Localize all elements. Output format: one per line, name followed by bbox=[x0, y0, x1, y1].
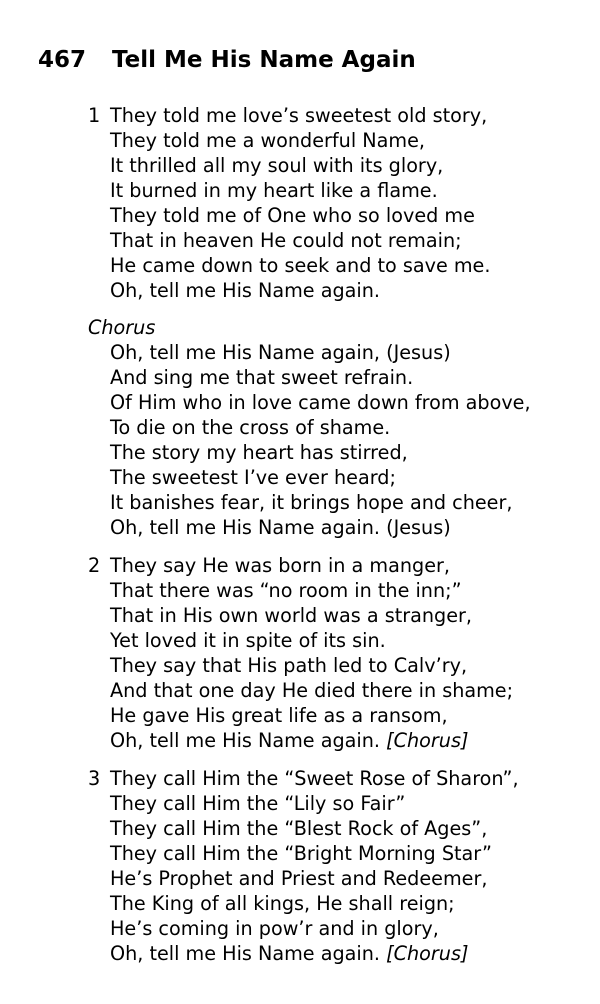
verse-line: They call Him the “Bright Morning Star” bbox=[110, 842, 492, 865]
verse-line: Oh, tell me His Name again. [Chorus] bbox=[110, 729, 469, 752]
chorus-reference: [Chorus] bbox=[386, 729, 469, 752]
hymn-title: Tell Me His Name Again bbox=[112, 47, 416, 73]
verse-number: 1 bbox=[88, 104, 101, 127]
verse-line: He came down to seek and to save me. bbox=[110, 254, 491, 277]
verse-number: 3 bbox=[88, 767, 101, 790]
chorus-label: Chorus bbox=[88, 316, 156, 339]
verse-line: 1 They told me love’s sweetest old story, bbox=[88, 104, 488, 127]
verse-1 bbox=[88, 103, 490, 303]
verse-line: He’s coming in pow’r and in glory, bbox=[110, 917, 439, 940]
verse-3 bbox=[88, 766, 519, 966]
verse-line: It thrilled all my soul with its glory, bbox=[110, 154, 444, 177]
chorus bbox=[88, 315, 531, 540]
hymn-number: 467 bbox=[38, 47, 87, 73]
verse-line: Oh, tell me His Name again. bbox=[110, 279, 380, 302]
chorus-line: It banishes fear, it brings hope and cheer, bbox=[110, 491, 513, 514]
verse-line: He’s Prophet and Priest and Redeemer, bbox=[110, 867, 488, 890]
verse-line: They call Him the “Blest Rock of Ages”, bbox=[110, 817, 488, 840]
verse-line: 2 They say He was born in a manger, bbox=[88, 554, 450, 577]
verse-line: That in His own world was a stranger, bbox=[110, 604, 473, 627]
verse-2 bbox=[88, 553, 513, 753]
verse-line: They told me a wonderful Name, bbox=[110, 129, 425, 152]
chorus-line: And sing me that sweet refrain. bbox=[110, 366, 414, 389]
chorus-line: The sweetest I’ve ever heard; bbox=[110, 466, 396, 489]
chorus-line: The story my heart has stirred, bbox=[110, 441, 408, 464]
chorus-line: Oh, tell me His Name again. (Jesus) bbox=[110, 516, 451, 539]
hymn-header bbox=[38, 45, 416, 75]
verse-number: 2 bbox=[88, 554, 101, 577]
verse-line: They call Him the “Lily so Fair” bbox=[110, 792, 406, 815]
verse-line: He gave His great life as a ransom, bbox=[110, 704, 448, 727]
verse-line: That in heaven He could not remain; bbox=[110, 229, 462, 252]
verse-line: They told me of One who so loved me bbox=[110, 204, 475, 227]
chorus-reference: [Chorus] bbox=[386, 942, 469, 965]
verse-line: 3 They call Him the “Sweet Rose of Sharon”, bbox=[88, 767, 519, 790]
verse-line: Oh, tell me His Name again. [Chorus] bbox=[110, 942, 469, 965]
verse-line: The King of all kings, He shall reign; bbox=[110, 892, 455, 915]
verse-line: Yet loved it in spite of its sin. bbox=[110, 629, 386, 652]
chorus-line: Of Him who in love came down from above, bbox=[110, 391, 531, 414]
verse-line: And that one day He died there in shame; bbox=[110, 679, 514, 702]
chorus-line: Oh, tell me His Name again, (Jesus) bbox=[110, 341, 451, 364]
verse-line: They say that His path led to Calv’ry, bbox=[110, 654, 468, 677]
verse-line: It burned in my heart like a flame. bbox=[110, 179, 438, 202]
chorus-line: To die on the cross of shame. bbox=[110, 416, 391, 439]
verse-line: That there was “no room in the inn;” bbox=[110, 579, 462, 602]
